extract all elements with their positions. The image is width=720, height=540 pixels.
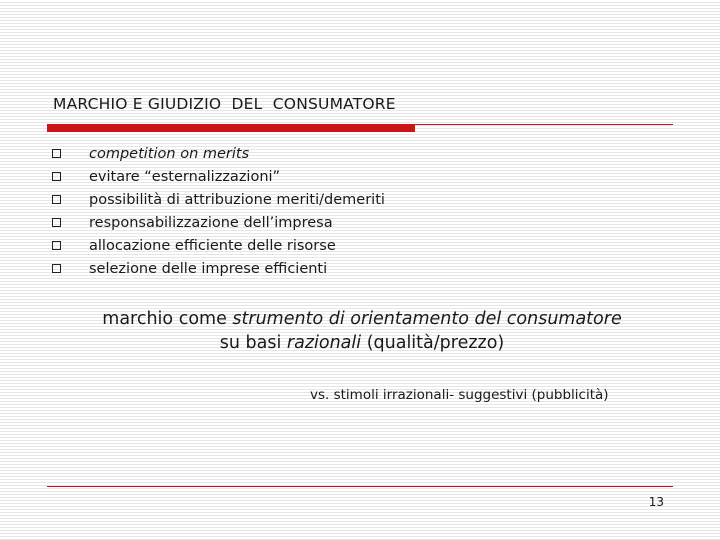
list-item: [52, 234, 385, 257]
bullet-text: possibilità di attribuzione meriti/demeriti: [89, 191, 385, 208]
bullet-text: competition on merits: [89, 145, 250, 162]
statement-emphasis: strumento di orientamento del consumatore: [232, 309, 622, 329]
bullet-text: allocazione efficiente delle risorse: [89, 237, 336, 254]
slide-title: MARCHIO E GIUDIZIO DEL CONSUMATORE: [53, 95, 396, 113]
statement-line-2: [62, 331, 662, 355]
list-item: [52, 188, 385, 211]
square-bullet-icon: [52, 172, 61, 181]
bullet-list: [52, 142, 385, 280]
list-item: [52, 142, 385, 165]
bullet-text: evitare “esternalizzazioni”: [89, 168, 281, 185]
list-item: [52, 165, 385, 188]
statement-text: su basi: [219, 333, 287, 353]
bullet-text: responsabilizzazione dell’impresa: [89, 214, 333, 231]
square-bullet-icon: [52, 264, 61, 273]
page-number: 13: [648, 495, 664, 509]
statement-line-1: [62, 307, 662, 331]
bullet-text: selezione delle imprese efficienti: [89, 260, 328, 277]
square-bullet-icon: [52, 218, 61, 227]
list-item: [52, 257, 385, 280]
square-bullet-icon: [52, 195, 61, 204]
footer-rule: [47, 486, 673, 487]
side-note: vs. stimoli irrazionali- suggestivi (pubblicità): [310, 387, 609, 403]
square-bullet-icon: [52, 241, 61, 250]
square-bullet-icon: [52, 149, 61, 158]
list-item: [52, 211, 385, 234]
statement-emphasis: razionali: [286, 333, 362, 353]
statement-text: (qualità/prezzo): [361, 333, 505, 353]
title-underline: [47, 124, 673, 132]
statement-text: marchio come: [102, 309, 233, 329]
main-statement: [62, 307, 662, 355]
title-underline-thick: [47, 124, 415, 132]
